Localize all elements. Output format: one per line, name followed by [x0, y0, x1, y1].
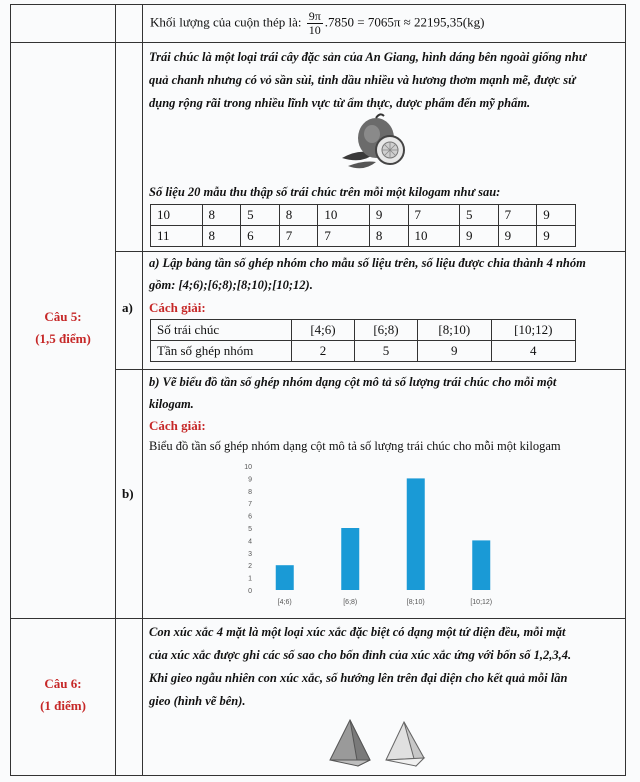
fraction-numerator: 9π	[308, 9, 321, 23]
part-b-question-line-2: kilogam.	[149, 397, 194, 411]
sample-cell: 9	[498, 226, 537, 247]
x-tick-label: [4;6)	[277, 599, 292, 606]
sample-cell: 5	[460, 205, 499, 226]
group-frequency-cell: 5	[354, 341, 417, 362]
cau5-intro-line-3: dụng rộng rãi trong nhiều lĩnh vực từ ẩm thực, dược phẩm đến mỹ phẩm.	[149, 96, 531, 110]
cau6-line-2: của xúc xắc được ghi các số sao cho bốn đỉnh của xúc xắc ứng với bốn số 1,2,3,4.	[149, 648, 572, 662]
sample-cell: 7	[318, 226, 370, 247]
sample-cell: 10	[408, 226, 460, 247]
samples-row-2	[151, 226, 576, 247]
table-border-col2	[142, 4, 143, 776]
y-tick-label: 10	[244, 464, 252, 471]
frequency-table-header-row	[151, 320, 576, 341]
y-tick-label: 3	[248, 550, 252, 558]
bar-0	[276, 565, 294, 590]
fruit-illustration-icon	[340, 110, 414, 172]
y-tick-label: 9	[248, 476, 252, 484]
y-tick-label: 7	[248, 501, 252, 509]
bar-3	[472, 540, 490, 590]
row-divider-4	[10, 618, 626, 619]
sample-cell: 10	[318, 205, 370, 226]
row-divider-2	[115, 251, 626, 252]
y-tick-label: 4	[248, 538, 252, 546]
frequency-table	[150, 319, 576, 362]
question-5-title: Câu 5:	[44, 309, 82, 324]
sample-cell: 9	[537, 205, 576, 226]
group-frequency-cell: 9	[417, 341, 491, 362]
part-a-question-line-2: gồm: [4;6);[6;8);[8;10);[10;12).	[149, 278, 313, 292]
chart-caption: Biểu đồ tần số ghép nhóm dạng cột mô tả số lượng trái chúc cho mỗi một kilogam	[149, 439, 561, 453]
group-frequency-cell: 4	[491, 341, 575, 362]
sample-cell: 9	[537, 226, 576, 247]
table-border-bottom	[10, 775, 626, 776]
part-a-question-line-1: a) Lập bảng tần số ghép nhóm cho mẫu số liệu trên, số liệu được chia thành 4 nhóm	[149, 256, 586, 270]
sample-cell: 7	[498, 205, 537, 226]
group-interval-cell: [10;12)	[491, 320, 575, 341]
part-a-label: a)	[122, 300, 133, 315]
samples-row-1	[151, 205, 576, 226]
question-6-title: Câu 6:	[44, 676, 82, 691]
sample-cell: 8	[369, 226, 408, 247]
x-tick-label: [10;12)	[470, 599, 493, 606]
table-border-right	[625, 4, 626, 776]
group-interval-cell: [4;6)	[292, 320, 355, 341]
samples-table	[150, 204, 576, 247]
frequency-bar-chart	[230, 458, 530, 610]
cau5-intro-line-1: Trái chúc là một loại trái cây đặc sản của An Giang, hình dáng bên ngoài giống như	[149, 50, 587, 64]
sample-cell: 7	[279, 226, 318, 247]
group-interval-cell: [6;8)	[354, 320, 417, 341]
sample-cell: 8	[279, 205, 318, 226]
steel-mass-prefix: Khối lượng của cuộn thép là:	[150, 14, 302, 30]
sample-cell: 8	[202, 205, 241, 226]
cau5-data-title: Số liệu 20 mẫu thu thập số trái chúc trên mỗi một kilogam như sau:	[149, 185, 501, 199]
sample-cell: 8	[202, 226, 241, 247]
frequency-table-freq-row	[151, 341, 576, 362]
part-a-solution-label: Cách giải:	[149, 300, 206, 315]
frequency-table-head-label: Số trái chúc	[151, 320, 292, 341]
tetrahedral-dice-icon	[320, 716, 440, 770]
question-5-points: (1,5 điểm)	[35, 331, 91, 346]
y-tick-label: 8	[248, 488, 252, 496]
cau6-line-3: Khi gieo ngẫu nhiên con xúc xắc, số hướng lên trên đại diện cho kết quả mỗi lần	[149, 671, 568, 685]
steel-mass-suffix: .7850 = 7065π ≈ 22195,35(kg)	[324, 14, 485, 30]
part-b-question-line-1: b) Vẽ biểu đồ tần số ghép nhóm dạng cột mô tả số lượng trái chúc cho mỗi một	[149, 375, 557, 389]
bar-1	[341, 528, 359, 590]
sample-cell: 9	[369, 205, 408, 226]
cau5-intro-line-2: quả chanh nhưng có vỏ sần sùi, tinh dầu nhiều và hương thơm mạnh mẽ, được sử	[149, 73, 576, 87]
group-frequency-cell: 2	[292, 341, 355, 362]
sample-cell: 6	[241, 226, 280, 247]
question-6-points: (1 điểm)	[40, 698, 86, 713]
table-border-left	[10, 4, 11, 776]
y-tick-label: 2	[248, 563, 252, 571]
y-tick-label: 0	[248, 588, 252, 595]
y-tick-label: 5	[248, 526, 252, 533]
cau6-line-1: Con xúc xắc 4 mặt là một loại xúc xắc đặc biệt có dạng một tứ diện đều, mỗi mặt	[149, 625, 566, 639]
sample-cell: 10	[151, 205, 203, 226]
bar-2	[407, 478, 425, 590]
steel-mass-line	[150, 10, 620, 37]
cau6-line-4: gieo (hình vẽ bên).	[149, 694, 246, 708]
sample-cell: 5	[241, 205, 280, 226]
part-b-solution-label: Cách giải:	[149, 418, 206, 433]
sample-cell: 9	[460, 226, 499, 247]
table-border-top	[10, 4, 626, 5]
row-divider-3	[115, 369, 626, 370]
frequency-table-freq-label: Tần số ghép nhóm	[151, 341, 292, 362]
row-divider-1	[10, 42, 626, 43]
x-tick-label: [8;10)	[406, 599, 425, 606]
sample-cell: 11	[151, 226, 203, 247]
part-b-label: b)	[122, 486, 134, 501]
y-tick-label: 6	[248, 513, 252, 521]
x-tick-label: [6;8)	[343, 599, 358, 606]
sample-cell: 7	[408, 205, 460, 226]
fraction-denominator: 10	[308, 23, 321, 37]
steel-mass-fraction	[307, 10, 323, 37]
table-border-col1	[115, 4, 116, 776]
group-interval-cell: [8;10)	[417, 320, 491, 341]
y-tick-label: 1	[248, 575, 252, 583]
